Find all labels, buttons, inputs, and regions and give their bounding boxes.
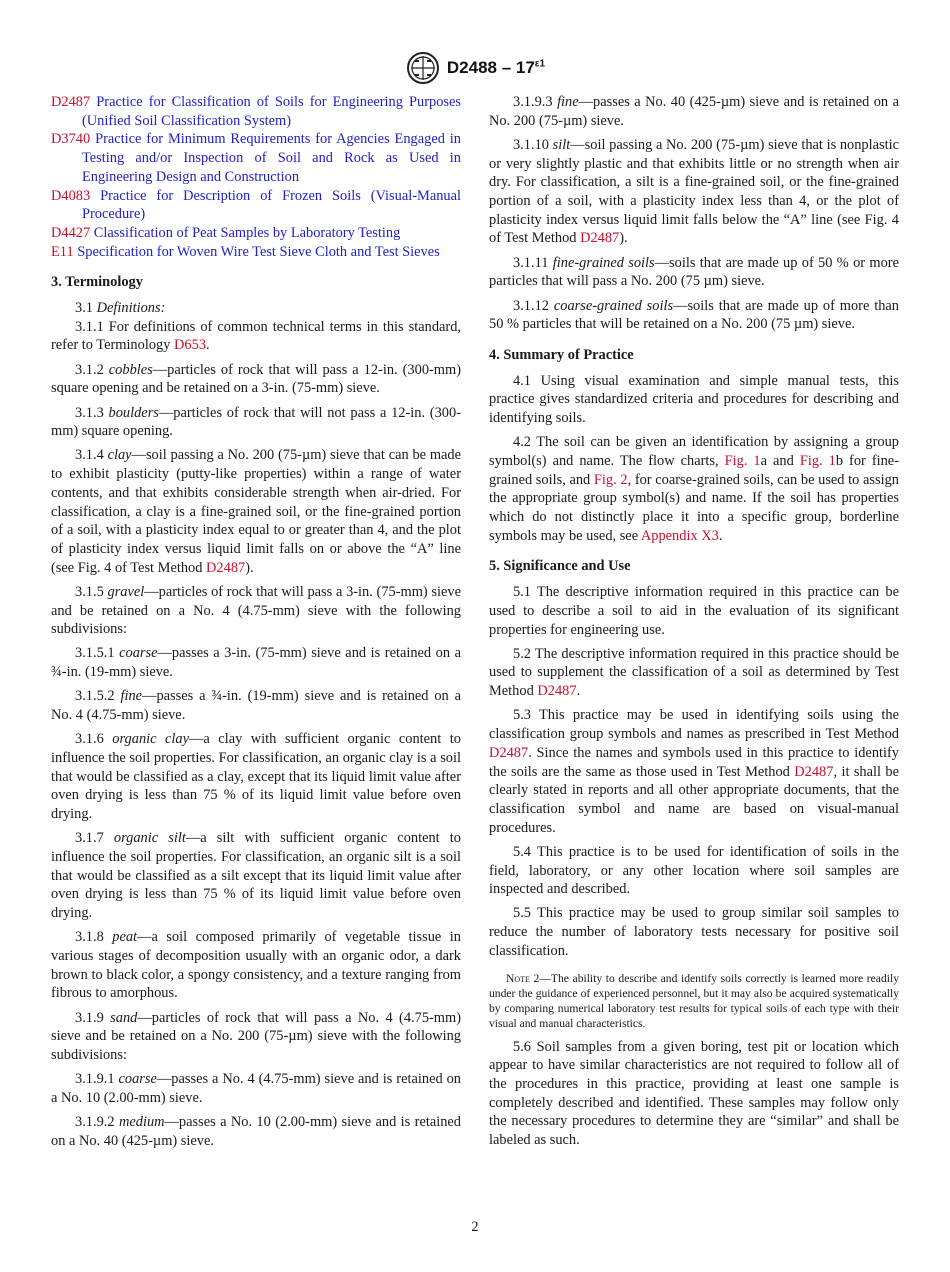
paragraph: 5.4 This practice is to be used for identification of soils in the field, laboratory, or any other location where soil samples are inspected and described. bbox=[489, 843, 899, 898]
reference-item[interactable]: D4427 Classification of Peat Samples by Laboratory Testing bbox=[51, 224, 401, 241]
paragraph: 3.1 Definitions: bbox=[75, 300, 166, 317]
page-number: 2 bbox=[471, 1219, 479, 1235]
paragraph: 3.1.4 clay—soil passing a No. 200 (75-µm) sieve that can be made to exhibit plasticity (putty-like properties) within a range of water contents, and that exhibits considerable strength when air-dried. For classification, a clay is a fine-grained soil, or the fine-grained portion of a soil, with a plasticity index equal to or greater than 4, and the plot of plasticity index versus liquid limit falls on or above the “A” line (see Fig. 4 of Test Method D2487). bbox=[51, 447, 461, 576]
paragraph: 3.1.9.2 medium—passes a No. 10 (2.00-mm) sieve and is retained on a No. 40 (425-µm) sieve. bbox=[51, 1114, 461, 1149]
reference-item[interactable]: D4083 Practice for Description of Frozen Soils (Visual-Manual Procedure) bbox=[51, 187, 461, 223]
paragraph: 3.1.5.1 coarse—passes a 3-in. (75-mm) sieve and is retained on a ¾-in. (19-mm) sieve. bbox=[51, 645, 461, 681]
reference-item[interactable]: E11 Specification for Woven Wire Test Sieve Cloth and Test Sieves bbox=[51, 243, 440, 260]
right-column bbox=[489, 93, 899, 1155]
figure-link[interactable]: Fig. 2 bbox=[593, 471, 628, 488]
section-heading: 3. Terminology bbox=[51, 274, 143, 291]
note: Note 2—The ability to describe and identify soils correctly is learned more readily under the guidance of experienced personnel, but it may also be acquired systematically by comparing numerical laboratory test results for typical soils of each type with their visual and manual characteristics. bbox=[489, 971, 899, 1030]
figure-link[interactable]: Fig. 1 bbox=[724, 452, 761, 469]
inline-link[interactable]: D653 bbox=[174, 337, 207, 354]
paragraph: 3.1.11 fine-grained soils—soils that are made up of 50 % or more particles that will pass a No. 200 (75 µm) sieve. bbox=[489, 254, 899, 290]
paragraph: 3.1.5 gravel—particles of rock that will pass a 3-in. (75-mm) sieve and be retained on a No. 4 (4.75-mm) sieve with the following subdivisions: bbox=[51, 583, 461, 638]
inline-link[interactable]: D2487 bbox=[794, 763, 834, 780]
astm-logo-icon bbox=[405, 51, 441, 85]
paragraph: 3.1.1 For definitions of common technical terms in this standard, refer to Terminology D653. bbox=[51, 318, 461, 354]
paragraph: 3.1.9.1 coarse—passes a No. 4 (4.75-mm) sieve and is retained on a No. 10 (2.00-mm) sieve. bbox=[51, 1071, 461, 1106]
left-column bbox=[51, 93, 461, 1156]
paragraph: 3.1.3 boulders—particles of rock that will not pass a 12-in. (300-mm) square opening. bbox=[51, 404, 461, 440]
section-heading: 4. Summary of Practice bbox=[489, 346, 634, 363]
paragraph: 5.6 Soil samples from a given boring, test pit or location which appear to have similar characteristics are not required to follow all of the procedures in this practice, providing at least one sample is completely described and identified. These samples may follow only the necessary procedures to determine they are “similar” and shall be labeled as such. bbox=[489, 1038, 899, 1149]
inline-link[interactable]: D2487 bbox=[537, 683, 577, 700]
paragraph: 3.1.8 peat—a soil composed primarily of vegetable tissue in various stages of decomposition usually with an organic odor, a dark brown to black color, a spongy consistency, and a texture ranging from fibrous to amorphous. bbox=[51, 929, 461, 1002]
paragraph: 4.2 The soil can be given an identification by assigning a group symbol(s) and name. The flow charts, Fig. 1a and Fig. 1b for fine-grained soils, and Fig. 2, for coarse-grained soils, can be used to assign the appropriate group symbol(s) and name. If the soil has properties which do not distinctly place it into a specific group, borderline symbols may be used, see Appendix X3. bbox=[489, 434, 899, 544]
page-header bbox=[0, 51, 950, 85]
document-designation: $D2488 - 17^{\varepsilon 1}$ bbox=[446, 58, 546, 77]
inline-link[interactable]: D2487 bbox=[580, 230, 620, 247]
paragraph: 4.1 Using visual examination and simple manual tests, this practice gives standardized criteria and procedures for describing and identifying soils. bbox=[489, 372, 899, 427]
paragraph: 3.1.5.2 fine—passes a ¾-in. (19-mm) sieve and is retained on a No. 4 (4.75-mm) sieve. bbox=[51, 688, 461, 724]
paragraph: 3.1.2 cobbles—particles of rock that will pass a 12-in. (300-mm) square opening and be retained on a 3-in. (75-mm) sieve. bbox=[51, 361, 461, 397]
paragraph: 5.5 This practice may be used to group similar soil samples to reduce the number of laboratory tests necessary for positive soil classification. bbox=[489, 905, 899, 959]
figure-link[interactable]: Fig. 1 bbox=[799, 452, 836, 469]
paragraph: 3.1.10 silt—soil passing a No. 200 (75-µm) sieve that is nonplastic or very slightly plastic and that exhibits little or no strength when air dry. For classification, a silt is a fine-grained soil, or the fine-grained portion of a soil, with a plasticity index less than 4, or the plot of plasticity index versus liquid limit falls below the “A” line (see Fig. 4 of Test Method D2487). bbox=[489, 136, 899, 247]
paragraph: 5.3 This practice may be used in identifying soils using the classification group symbols and names as prescribed in Test Method D2487. Since the names and symbols used in this practice to identify the soils are the same as those used in Test Method D2487, it shall be clearly stated in reports and all other appropriate documents, that the classification symbol and name are based on visual-manual procedures. bbox=[489, 707, 899, 836]
paragraph: 5.2 The descriptive information required in this practice should be used to supplement the classification of a soil as determined by Test Method D2487. bbox=[489, 645, 899, 700]
inline-link[interactable]: D2487 bbox=[206, 559, 246, 576]
inline-link[interactable]: D2487 bbox=[489, 744, 529, 761]
paragraph: 3.1.6 organic clay—a clay with sufficient organic content to influence the soil properties. For classification, an organic clay is a soil that would be classified as a clay, except that its liquid limit value after oven drying is less than 75 % of its liquid limit value before oven drying. bbox=[51, 731, 461, 823]
paragraph: 3.1.9.3 fine—passes a No. 40 (425-µm) sieve and is retained on a No. 200 (75-µm) sieve. bbox=[489, 94, 899, 129]
paragraph: 3.1.9 sand—particles of rock that will pass a No. 4 (4.75-mm) sieve and be retained on a No. 200 (75-µm) sieve with the following subdivisions: bbox=[51, 1009, 461, 1064]
paragraph: 3.1.7 organic silt—a silt with sufficient organic content to influence the soil properties. For classification, an organic silt is a soil that would be classified as a silt except that its liquid limit value after oven drying is less than 75 % of its liquid limit value before oven drying. bbox=[51, 830, 461, 922]
paragraph: 5.1 The descriptive information required in this practice can be used to describe a soil to aid in the evaluation of its significant properties for engineering use. bbox=[489, 584, 899, 638]
reference-item[interactable]: D2487 Practice for Classification of Soils for Engineering Purposes (Unified Soil Classification System) bbox=[51, 94, 461, 129]
appendix-link[interactable]: Appendix X3 bbox=[640, 527, 719, 544]
paragraph: 3.1.12 coarse-grained soils—soils that are made up of more than 50 % particles that will be retained on a No. 200 (75 µm) sieve. bbox=[489, 297, 899, 333]
section-heading: 5. Significance and Use bbox=[489, 558, 631, 575]
reference-item[interactable]: D3740 Practice for Minimum Requirements for Agencies Engaged in Testing and/or Inspection of Soil and Rock as Used in Engineering Design and Construction bbox=[51, 131, 461, 185]
